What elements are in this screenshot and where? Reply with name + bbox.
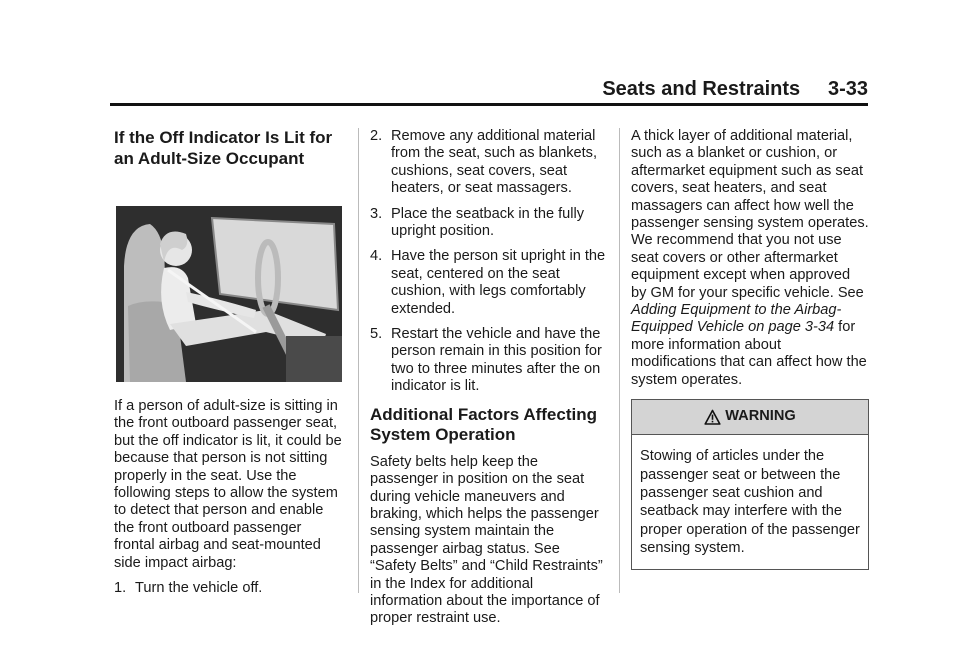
section-title: Seats and Restraints — [602, 78, 801, 100]
section-heading: Additional Factors Affecting System Operation — [370, 404, 597, 445]
warning-triangle-icon — [704, 409, 721, 426]
body-paragraph: Safety belts help keep the passenger in position on the seat during vehicle maneuvers and braking, which helps the passenger sensing system maintain the passenger airbag status. See “Safety Belts” and “Child Restraints” in the Index for additional information about the importance of proper restraint use. — [370, 453, 603, 627]
paragraph-text: for more information about modifications that can affect how the system operates. — [631, 319, 867, 388]
step-number: 4. — [370, 248, 383, 265]
step-number: 5. — [370, 326, 383, 343]
step-number: 3. — [370, 205, 383, 222]
step-text: Place the seatback in the fully upright position. — [391, 205, 585, 240]
warning-box — [631, 399, 869, 569]
list-item — [370, 248, 608, 318]
section-heading: If the Off Indicator Is Lit for an Adult-Size Occupant — [114, 128, 333, 168]
column-divider — [619, 128, 620, 593]
column-2 — [370, 128, 608, 628]
step-text: Restart the vehicle and have the person remain in this position for two to three minutes after the on indicator is lit. — [391, 326, 602, 395]
warning-header — [632, 400, 868, 435]
column-1 — [114, 128, 346, 597]
step-text: Turn the vehicle off. — [135, 580, 263, 597]
body-paragraph — [631, 128, 869, 389]
list-item — [114, 580, 346, 597]
warning-text: Stowing of articles under the passenger seat or between the passenger seat cushion and seatback may interfere with the proper operation of the passenger sensing system. — [640, 448, 860, 557]
occupant-illustration — [116, 206, 342, 382]
column-3 — [631, 128, 869, 570]
list-item — [370, 326, 608, 396]
list-item — [370, 128, 608, 198]
page-number: 3-33 — [827, 78, 868, 100]
column-divider — [358, 128, 359, 593]
cross-reference-link[interactable]: Adding Equipment to the Airbag-Equipped Vehicle on page 3-34 — [631, 302, 842, 336]
list-item — [370, 206, 608, 241]
step-number: 2. — [370, 128, 383, 144]
page-header — [602, 78, 868, 101]
warning-label: WARNING — [725, 408, 796, 425]
step-text: Remove any additional material from the seat, such as blankets, cushions, seat covers, seat heaters, or seat massagers. — [391, 128, 598, 197]
step-text: Have the person sit upright in the seat, centered on the seat cushion, with legs comfortably extended. — [391, 248, 606, 317]
header-rule — [110, 103, 868, 106]
body-paragraph: If a person of adult-size is sitting in the front outboard passenger seat, but the off indicator is lit, it could be because that person is not sitting properly in the seat. Use the following steps to allow the system to detect that person and enable the front outboard passenger frontal airbag and seat-mounted side impact airbag: — [114, 398, 342, 571]
step-number: 1. — [114, 580, 127, 597]
paragraph-text: A thick layer of additional material, such as a blanket or cushion, or aftermarket equipment such as seat covers, seat heaters, and seat massagers can affect how well the passenger sensing system operates. We recommend that you not use seat covers or other aftermarket equipment except when approved by GM for your specific vehicle. See — [631, 128, 869, 301]
